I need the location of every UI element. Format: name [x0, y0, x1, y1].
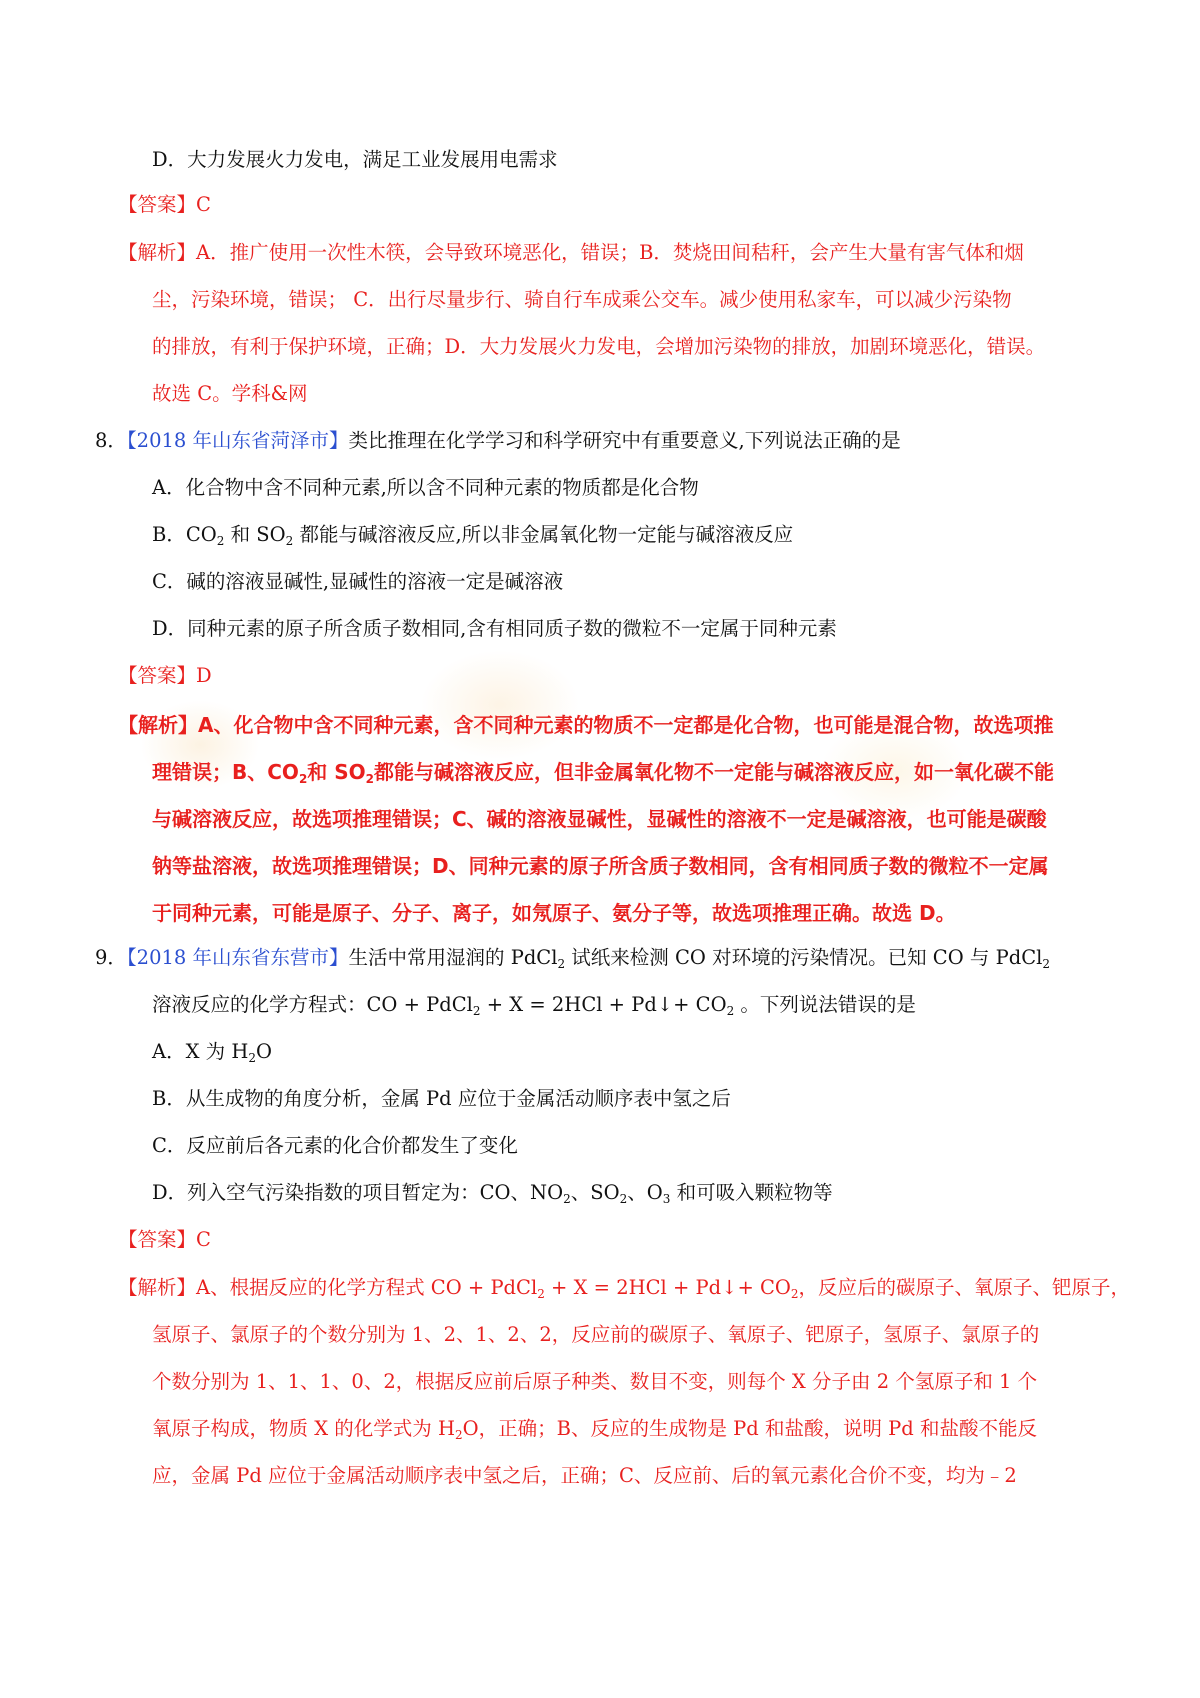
prev-analysis-line-1	[118, 240, 1024, 266]
q9-analysis-line-2: 氢原子、氯原子的个数分别为 1、2、1、2、2，反应前的碳原子、氧原子、钯原子，氢原子、氯原子的	[152, 1323, 1040, 1346]
q8-option-b	[152, 522, 793, 548]
subscript: 2	[557, 957, 566, 971]
subscript: 2	[563, 1192, 571, 1206]
q9-stem	[95, 945, 1050, 971]
subscript: 2	[790, 1287, 799, 1301]
text: A．X 为 H	[152, 1040, 249, 1063]
text: B．CO	[152, 523, 217, 546]
q8-option-c: C．碱的溶液显碱性,显碱性的溶液一定是碱溶液	[152, 570, 564, 593]
q9-stem-line-2	[152, 992, 916, 1018]
subscript: 2	[285, 534, 294, 548]
q9-analysis-line-5: 应，金属 Pd 应位于金属活动顺序表中氢之后，正确；C、反应前、后的氧元素化合价不变，均为﹣2	[152, 1464, 1017, 1487]
subscript: 2	[472, 1004, 481, 1018]
text: A、根据反应的化学方程式 CO + PdCl	[196, 1276, 538, 1299]
text: 、O	[627, 1181, 663, 1204]
q9-option-d	[152, 1180, 833, 1206]
text: 和可吸入颗粒物等	[670, 1181, 833, 1204]
text: 溶液反应的化学方程式：CO + PdCl	[152, 993, 473, 1016]
q8-answer	[118, 663, 212, 689]
q8-analysis-line-2	[152, 759, 1054, 785]
q8-analysis-line-4: 钠等盐溶液，故选项推理错误；D、同种元素的原子所含质子数相同，含有相同质子数的微粒不一定属	[152, 854, 1049, 878]
analysis-text: A．推广使用一次性木筷，会导致环境恶化，错误；B．焚烧田间秸秆，会产生大量有害气体和烟	[196, 241, 1024, 264]
question-number: 8．	[95, 429, 127, 452]
question-number: 9．	[95, 946, 127, 969]
analysis-label: 【解析】	[118, 241, 197, 264]
q9-option-b: B．从生成物的角度分析，金属 Pd 应位于金属活动顺序表中氢之后	[152, 1087, 731, 1110]
text: 和 SO	[224, 523, 286, 546]
prev-analysis-line-4: 故选 C。学科&网	[152, 382, 308, 405]
subscript: 2	[454, 1428, 463, 1442]
q9-answer	[118, 1227, 211, 1253]
prev-option-d: D．大力发展火力发电，满足工业发展用电需求	[152, 148, 558, 171]
text: O，正确；B、反应的生成物是 Pd 和盐酸，说明 Pd 和盐酸不能反	[462, 1417, 1037, 1440]
text: 都能与碱溶液反应,所以非金属氧化物一定能与碱溶液反应	[293, 523, 794, 546]
analysis-text: A、化合物中含不同种元素，含不同种元素的物质不一定都是化合物，也可能是混合物，故选项推	[198, 713, 1054, 737]
text: 、SO	[570, 1181, 620, 1204]
text: 和 SO	[307, 760, 366, 784]
text: 理错误；B、CO	[152, 760, 299, 784]
q8-stem	[95, 428, 901, 454]
subscript: 2	[1042, 957, 1051, 971]
q8-option-a: A．化合物中含不同种元素,所以含不同种元素的物质都是化合物	[152, 476, 699, 499]
text: O	[256, 1040, 273, 1063]
prev-analysis-line-2: 尘，污染环境，错误； C．出行尽量步行、骑自行车成乘公交车。减少使用私家车，可以减少污染物	[152, 288, 1012, 311]
answer-label: 【答案】	[118, 1228, 197, 1251]
text: 生活中常用湿润的 PdCl	[348, 946, 558, 969]
q8-analysis-line-1	[118, 712, 1053, 738]
text: D．列入空气污染指数的项目暂定为：CO、NO	[152, 1181, 564, 1204]
subscript: 2	[619, 1192, 628, 1206]
q9-analysis-line-3: 个数分别为 1、1、1、0、2，根据反应前后原子种类、数目不变，则每个 X 分子由 2 个氢原子和 1 个	[152, 1370, 1038, 1393]
q9-option-c: C．反应前后各元素的化合价都发生了变化	[152, 1134, 518, 1157]
text: + X = 2HCl + Pd↓+ CO	[480, 993, 727, 1016]
answer-value: C	[196, 193, 211, 216]
q9-analysis-line-4	[152, 1416, 1037, 1442]
subscript: 2	[216, 534, 225, 548]
subscript: 3	[662, 1192, 671, 1206]
subscript: 2	[365, 772, 375, 786]
q8-analysis-line-3: 与碱溶液反应，故选项推理错误；C、碱的溶液显碱性，显碱性的溶液不一定是碱溶液，也可能是碳酸	[152, 807, 1047, 831]
subscript: 2	[298, 772, 308, 786]
text: 。下列说法错误的是	[734, 993, 916, 1016]
text: + X = 2HCl + Pd↓+ CO	[544, 1276, 791, 1299]
prev-answer	[118, 192, 211, 218]
subscript: 2	[537, 1287, 545, 1301]
watermark-blob	[420, 650, 580, 760]
subscript: 2	[726, 1004, 735, 1018]
prev-analysis-line-3: 的排放，有利于保护环境，正确；D．大力发展火力发电，会增加污染物的排放，加剧环境恶化，错误。	[152, 335, 1046, 358]
text: 都能与碱溶液反应，但非金属氧化物不一定能与碱溶液反应，如一氧化碳不能	[374, 760, 1055, 784]
text: 氧原子构成，物质 X 的化学式为 H	[152, 1417, 455, 1440]
text: ，反应后的碳原子、氧原子、钯原子，	[798, 1276, 1131, 1299]
text: 试纸来检测 CO 对环境的污染情况。已知 CO 与 PdCl	[565, 946, 1043, 969]
question-source: 【2018 年山东省菏泽市】	[126, 429, 349, 452]
q8-option-d: D．同种元素的原子所含质子数相同,含有相同质子数的微粒不一定属于同种元素	[152, 617, 837, 640]
q9-analysis-line-1	[118, 1275, 1130, 1301]
question-source: 【2018 年山东省东营市】	[126, 946, 349, 969]
answer-value: C	[196, 1228, 211, 1251]
question-text: 类比推理在化学学习和科学研究中有重要意义,下列说法正确的是	[348, 429, 901, 452]
answer-label: 【答案】	[118, 193, 197, 216]
analysis-label: 【解析】	[118, 713, 198, 737]
answer-label: 【答案】	[118, 664, 197, 687]
answer-value: D	[196, 664, 212, 687]
q8-analysis-line-5: 于同种元素，可能是原子、分子、离子，如氖原子、氨分子等，故选项推理正确。故选 D。	[152, 901, 956, 925]
subscript: 2	[248, 1051, 257, 1065]
analysis-label: 【解析】	[118, 1276, 197, 1299]
q9-option-a	[152, 1039, 272, 1065]
